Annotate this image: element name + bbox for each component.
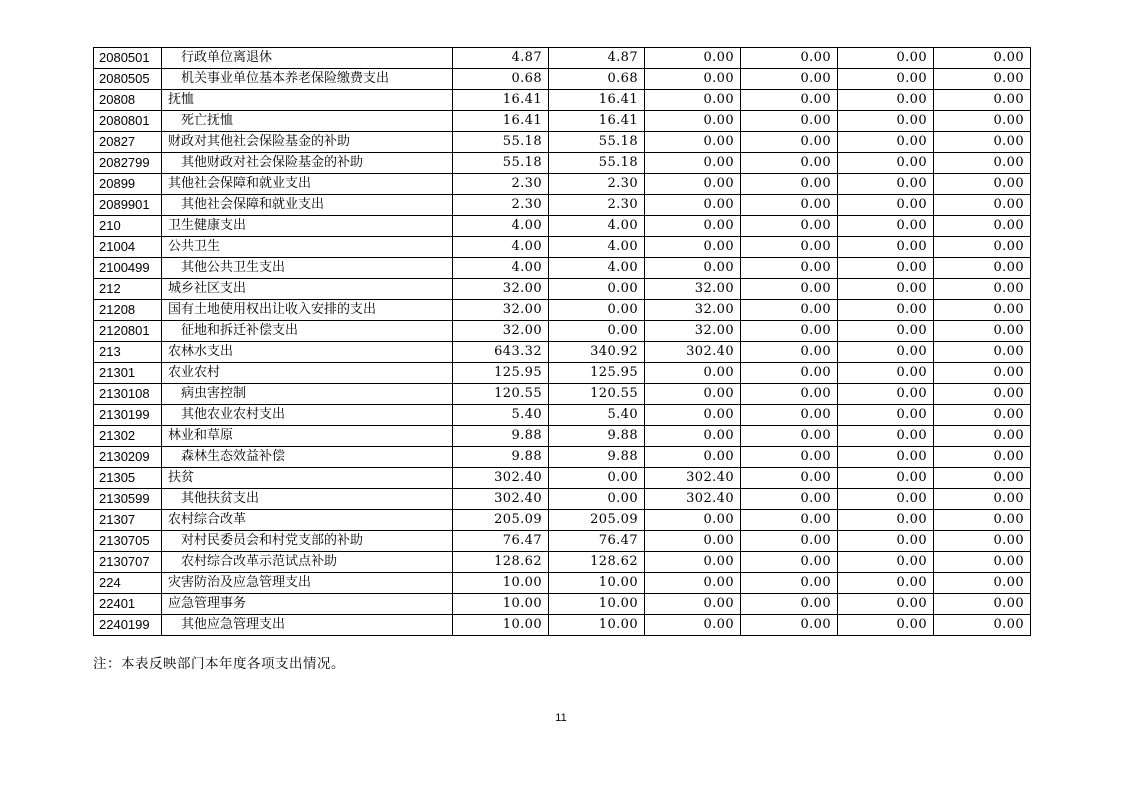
amount-cell: 32.00: [645, 279, 741, 300]
amount-cell: 32.00: [453, 279, 549, 300]
amount-cell: 0.00: [838, 384, 934, 405]
table-row: [94, 489, 1031, 510]
subject-name-cell: 行政单位离退休: [162, 48, 453, 69]
amount-cell: 76.47: [453, 531, 549, 552]
amount-cell: 0.00: [645, 90, 741, 111]
amount-cell: 0.00: [741, 69, 838, 90]
subject-name-cell: 其他公共卫生支出: [162, 258, 453, 279]
amount-cell: 0.00: [741, 300, 838, 321]
amount-cell: 5.40: [453, 405, 549, 426]
subject-name-cell: 机关事业单位基本养老保险缴费支出: [162, 69, 453, 90]
amount-cell: 0.00: [741, 489, 838, 510]
amount-cell: 0.00: [838, 552, 934, 573]
table-row: [94, 594, 1031, 615]
subject-name-cell: 国有土地使用权出让收入安排的支出: [162, 300, 453, 321]
table-row: [94, 552, 1031, 573]
amount-cell: 0.00: [741, 552, 838, 573]
amount-cell: 0.00: [549, 300, 645, 321]
subject-code-cell: 2130199: [94, 405, 162, 426]
amount-cell: 0.00: [741, 279, 838, 300]
subject-name-cell: 其他社会保障和就业支出: [162, 195, 453, 216]
amount-cell: 128.62: [453, 552, 549, 573]
amount-cell: 0.00: [838, 258, 934, 279]
subject-code-cell: 2080505: [94, 69, 162, 90]
subject-name-cell: 其他社会保障和就业支出: [162, 174, 453, 195]
amount-cell: 0.00: [934, 69, 1031, 90]
amount-cell: 4.87: [549, 48, 645, 69]
amount-cell: 0.00: [741, 321, 838, 342]
amount-cell: 55.18: [549, 132, 645, 153]
amount-cell: 9.88: [453, 426, 549, 447]
table-row: [94, 615, 1031, 636]
amount-cell: 0.00: [645, 531, 741, 552]
amount-cell: 205.09: [453, 510, 549, 531]
amount-cell: 0.00: [645, 216, 741, 237]
table-row: [94, 300, 1031, 321]
amount-cell: 0.00: [741, 594, 838, 615]
table-row: [94, 279, 1031, 300]
amount-cell: 302.40: [453, 489, 549, 510]
subject-code-cell: 224: [94, 573, 162, 594]
amount-cell: 125.95: [549, 363, 645, 384]
amount-cell: 0.00: [934, 573, 1031, 594]
amount-cell: 4.87: [453, 48, 549, 69]
amount-cell: 32.00: [645, 300, 741, 321]
amount-cell: 5.40: [549, 405, 645, 426]
amount-cell: 4.00: [549, 258, 645, 279]
subject-code-cell: 22401: [94, 594, 162, 615]
amount-cell: 4.00: [549, 237, 645, 258]
table-row: [94, 363, 1031, 384]
amount-cell: 10.00: [549, 573, 645, 594]
table-row: [94, 153, 1031, 174]
amount-cell: 0.00: [645, 237, 741, 258]
amount-cell: 0.68: [453, 69, 549, 90]
table-row: [94, 48, 1031, 69]
subject-code-cell: 20808: [94, 90, 162, 111]
amount-cell: 4.00: [453, 258, 549, 279]
amount-cell: 0.00: [934, 237, 1031, 258]
amount-cell: 205.09: [549, 510, 645, 531]
subject-name-cell: 应急管理事务: [162, 594, 453, 615]
amount-cell: 0.00: [934, 195, 1031, 216]
amount-cell: 0.00: [934, 153, 1031, 174]
table-row: [94, 174, 1031, 195]
amount-cell: 125.95: [453, 363, 549, 384]
amount-cell: 9.88: [453, 447, 549, 468]
subject-code-cell: 21302: [94, 426, 162, 447]
amount-cell: 10.00: [453, 573, 549, 594]
table-row: [94, 531, 1031, 552]
amount-cell: 0.00: [934, 132, 1031, 153]
amount-cell: 2.30: [453, 174, 549, 195]
subject-code-cell: 210: [94, 216, 162, 237]
amount-cell: 76.47: [549, 531, 645, 552]
subject-code-cell: 21004: [94, 237, 162, 258]
table-row: [94, 510, 1031, 531]
subject-name-cell: 其他扶贫支出: [162, 489, 453, 510]
subject-code-cell: 2080501: [94, 48, 162, 69]
amount-cell: 0.00: [838, 69, 934, 90]
subject-name-cell: 扶贫: [162, 468, 453, 489]
amount-cell: 0.00: [838, 132, 934, 153]
amount-cell: 9.88: [549, 447, 645, 468]
amount-cell: 0.00: [741, 531, 838, 552]
table-note: 注：本表反映部门本年度各项支出情况。: [93, 656, 345, 672]
subject-code-cell: 21208: [94, 300, 162, 321]
amount-cell: 0.00: [934, 594, 1031, 615]
amount-cell: 10.00: [453, 594, 549, 615]
amount-cell: 0.00: [934, 489, 1031, 510]
table-row: [94, 321, 1031, 342]
subject-name-cell: 其他农业农村支出: [162, 405, 453, 426]
amount-cell: 0.00: [741, 447, 838, 468]
amount-cell: 4.00: [453, 237, 549, 258]
amount-cell: 0.00: [838, 300, 934, 321]
amount-cell: 0.00: [934, 468, 1031, 489]
table-row: [94, 342, 1031, 363]
amount-cell: 10.00: [549, 594, 645, 615]
amount-cell: 0.00: [645, 426, 741, 447]
amount-cell: 0.00: [741, 363, 838, 384]
amount-cell: 2.30: [549, 195, 645, 216]
subject-name-cell: 其他应急管理支出: [162, 615, 453, 636]
amount-cell: 10.00: [453, 615, 549, 636]
table-row: [94, 258, 1031, 279]
table-row: [94, 573, 1031, 594]
amount-cell: 0.00: [741, 573, 838, 594]
amount-cell: 0.00: [645, 258, 741, 279]
subject-code-cell: 2080801: [94, 111, 162, 132]
amount-cell: 0.00: [741, 342, 838, 363]
subject-name-cell: 农村综合改革: [162, 510, 453, 531]
amount-cell: 55.18: [453, 132, 549, 153]
amount-cell: 32.00: [453, 321, 549, 342]
amount-cell: 0.00: [645, 594, 741, 615]
amount-cell: 0.00: [741, 111, 838, 132]
amount-cell: 0.00: [741, 258, 838, 279]
subject-name-cell: 抚恤: [162, 90, 453, 111]
table-row: [94, 132, 1031, 153]
subject-code-cell: 2100499: [94, 258, 162, 279]
subject-code-cell: 2089901: [94, 195, 162, 216]
subject-code-cell: 2120801: [94, 321, 162, 342]
amount-cell: 0.00: [934, 279, 1031, 300]
amount-cell: 0.00: [741, 216, 838, 237]
amount-cell: 0.00: [838, 321, 934, 342]
subject-code-cell: 21307: [94, 510, 162, 531]
amount-cell: 0.00: [838, 174, 934, 195]
amount-cell: 0.00: [645, 69, 741, 90]
amount-cell: 9.88: [549, 426, 645, 447]
amount-cell: 4.00: [549, 216, 645, 237]
subject-code-cell: 21301: [94, 363, 162, 384]
table-row: [94, 426, 1031, 447]
table-row: [94, 216, 1031, 237]
subject-code-cell: 2130599: [94, 489, 162, 510]
amount-cell: 0.00: [645, 615, 741, 636]
amount-cell: 0.00: [741, 384, 838, 405]
amount-cell: 0.00: [741, 153, 838, 174]
amount-cell: 0.00: [934, 300, 1031, 321]
amount-cell: 0.00: [934, 216, 1031, 237]
amount-cell: 32.00: [645, 321, 741, 342]
amount-cell: 0.00: [549, 279, 645, 300]
amount-cell: 0.00: [934, 48, 1031, 69]
subject-code-cell: 20899: [94, 174, 162, 195]
amount-cell: 0.00: [934, 615, 1031, 636]
amount-cell: 0.00: [838, 405, 934, 426]
amount-cell: 302.40: [453, 468, 549, 489]
amount-cell: 16.41: [549, 111, 645, 132]
amount-cell: 0.00: [645, 153, 741, 174]
subject-name-cell: 森林生态效益补偿: [162, 447, 453, 468]
subject-name-cell: 其他财政对社会保险基金的补助: [162, 153, 453, 174]
amount-cell: 0.00: [838, 237, 934, 258]
amount-cell: 0.00: [838, 195, 934, 216]
amount-cell: 0.00: [934, 174, 1031, 195]
subject-name-cell: 灾害防治及应急管理支出: [162, 573, 453, 594]
table-row: [94, 384, 1031, 405]
table-row: [94, 237, 1031, 258]
table-row: [94, 90, 1031, 111]
amount-cell: 0.00: [741, 174, 838, 195]
subject-code-cell: 2130705: [94, 531, 162, 552]
amount-cell: 302.40: [645, 489, 741, 510]
amount-cell: 0.00: [838, 363, 934, 384]
amount-cell: 0.00: [741, 90, 838, 111]
amount-cell: 0.00: [934, 447, 1031, 468]
subject-code-cell: 2082799: [94, 153, 162, 174]
amount-cell: 120.55: [453, 384, 549, 405]
amount-cell: 16.41: [453, 111, 549, 132]
amount-cell: 0.00: [645, 405, 741, 426]
subject-code-cell: 21305: [94, 468, 162, 489]
amount-cell: 0.00: [934, 363, 1031, 384]
amount-cell: 0.00: [838, 531, 934, 552]
amount-cell: 0.00: [838, 489, 934, 510]
amount-cell: 0.00: [741, 426, 838, 447]
amount-cell: 0.00: [645, 384, 741, 405]
amount-cell: 55.18: [453, 153, 549, 174]
expenditure-table: [93, 47, 1031, 636]
amount-cell: 2.30: [453, 195, 549, 216]
amount-cell: 643.32: [453, 342, 549, 363]
amount-cell: 0.00: [645, 510, 741, 531]
amount-cell: 0.00: [838, 426, 934, 447]
amount-cell: 0.00: [838, 153, 934, 174]
amount-cell: 0.68: [549, 69, 645, 90]
subject-code-cell: 213: [94, 342, 162, 363]
amount-cell: 0.00: [645, 174, 741, 195]
amount-cell: 0.00: [645, 447, 741, 468]
subject-name-cell: 卫生健康支出: [162, 216, 453, 237]
amount-cell: 0.00: [934, 342, 1031, 363]
subject-code-cell: 212: [94, 279, 162, 300]
amount-cell: 0.00: [741, 510, 838, 531]
amount-cell: 0.00: [838, 615, 934, 636]
amount-cell: 0.00: [838, 342, 934, 363]
subject-name-cell: 病虫害控制: [162, 384, 453, 405]
amount-cell: 0.00: [741, 615, 838, 636]
amount-cell: 0.00: [741, 132, 838, 153]
amount-cell: 0.00: [838, 573, 934, 594]
amount-cell: 0.00: [741, 195, 838, 216]
subject-name-cell: 财政对其他社会保险基金的补助: [162, 132, 453, 153]
amount-cell: 0.00: [838, 510, 934, 531]
subject-code-cell: 2130209: [94, 447, 162, 468]
amount-cell: 120.55: [549, 384, 645, 405]
subject-name-cell: 农林水支出: [162, 342, 453, 363]
amount-cell: 16.41: [453, 90, 549, 111]
amount-cell: 0.00: [934, 258, 1031, 279]
amount-cell: 302.40: [645, 342, 741, 363]
amount-cell: 0.00: [645, 48, 741, 69]
amount-cell: 340.92: [549, 342, 645, 363]
subject-code-cell: 2130707: [94, 552, 162, 573]
amount-cell: 0.00: [741, 468, 838, 489]
amount-cell: 55.18: [549, 153, 645, 174]
amount-cell: 0.00: [549, 489, 645, 510]
amount-cell: 302.40: [645, 468, 741, 489]
amount-cell: 32.00: [453, 300, 549, 321]
amount-cell: 0.00: [838, 48, 934, 69]
subject-name-cell: 城乡社区支出: [162, 279, 453, 300]
table-row: [94, 195, 1031, 216]
amount-cell: 2.30: [549, 174, 645, 195]
amount-cell: 0.00: [838, 216, 934, 237]
subject-name-cell: 对村民委员会和村党支部的补助: [162, 531, 453, 552]
table-row: [94, 447, 1031, 468]
amount-cell: 0.00: [549, 321, 645, 342]
amount-cell: 10.00: [549, 615, 645, 636]
amount-cell: 0.00: [934, 405, 1031, 426]
amount-cell: 128.62: [549, 552, 645, 573]
table-row: [94, 111, 1031, 132]
amount-cell: 0.00: [741, 405, 838, 426]
amount-cell: 16.41: [549, 90, 645, 111]
amount-cell: 0.00: [934, 552, 1031, 573]
amount-cell: 0.00: [838, 594, 934, 615]
subject-code-cell: 20827: [94, 132, 162, 153]
amount-cell: 0.00: [645, 132, 741, 153]
subject-code-cell: 2130108: [94, 384, 162, 405]
amount-cell: 0.00: [645, 195, 741, 216]
amount-cell: 0.00: [934, 426, 1031, 447]
table-row: [94, 405, 1031, 426]
table-row: [94, 468, 1031, 489]
amount-cell: 0.00: [934, 531, 1031, 552]
table-body: [94, 48, 1031, 636]
subject-code-cell: 2240199: [94, 615, 162, 636]
amount-cell: 0.00: [645, 111, 741, 132]
amount-cell: 0.00: [838, 111, 934, 132]
amount-cell: 0.00: [934, 384, 1031, 405]
amount-cell: 0.00: [934, 510, 1031, 531]
subject-name-cell: 林业和草原: [162, 426, 453, 447]
amount-cell: 0.00: [549, 468, 645, 489]
amount-cell: 0.00: [645, 363, 741, 384]
amount-cell: 4.00: [453, 216, 549, 237]
amount-cell: 0.00: [934, 111, 1031, 132]
amount-cell: 0.00: [645, 552, 741, 573]
amount-cell: 0.00: [741, 237, 838, 258]
amount-cell: 0.00: [645, 573, 741, 594]
subject-name-cell: 农村综合改革示范试点补助: [162, 552, 453, 573]
page-number: 11: [555, 712, 567, 724]
subject-name-cell: 农业农村: [162, 363, 453, 384]
amount-cell: 0.00: [741, 48, 838, 69]
amount-cell: 0.00: [838, 468, 934, 489]
subject-name-cell: 征地和拆迁补偿支出: [162, 321, 453, 342]
subject-name-cell: 死亡抚恤: [162, 111, 453, 132]
amount-cell: 0.00: [838, 90, 934, 111]
subject-name-cell: 公共卫生: [162, 237, 453, 258]
amount-cell: 0.00: [838, 279, 934, 300]
amount-cell: 0.00: [934, 90, 1031, 111]
amount-cell: 0.00: [934, 321, 1031, 342]
table-row: [94, 69, 1031, 90]
amount-cell: 0.00: [838, 447, 934, 468]
